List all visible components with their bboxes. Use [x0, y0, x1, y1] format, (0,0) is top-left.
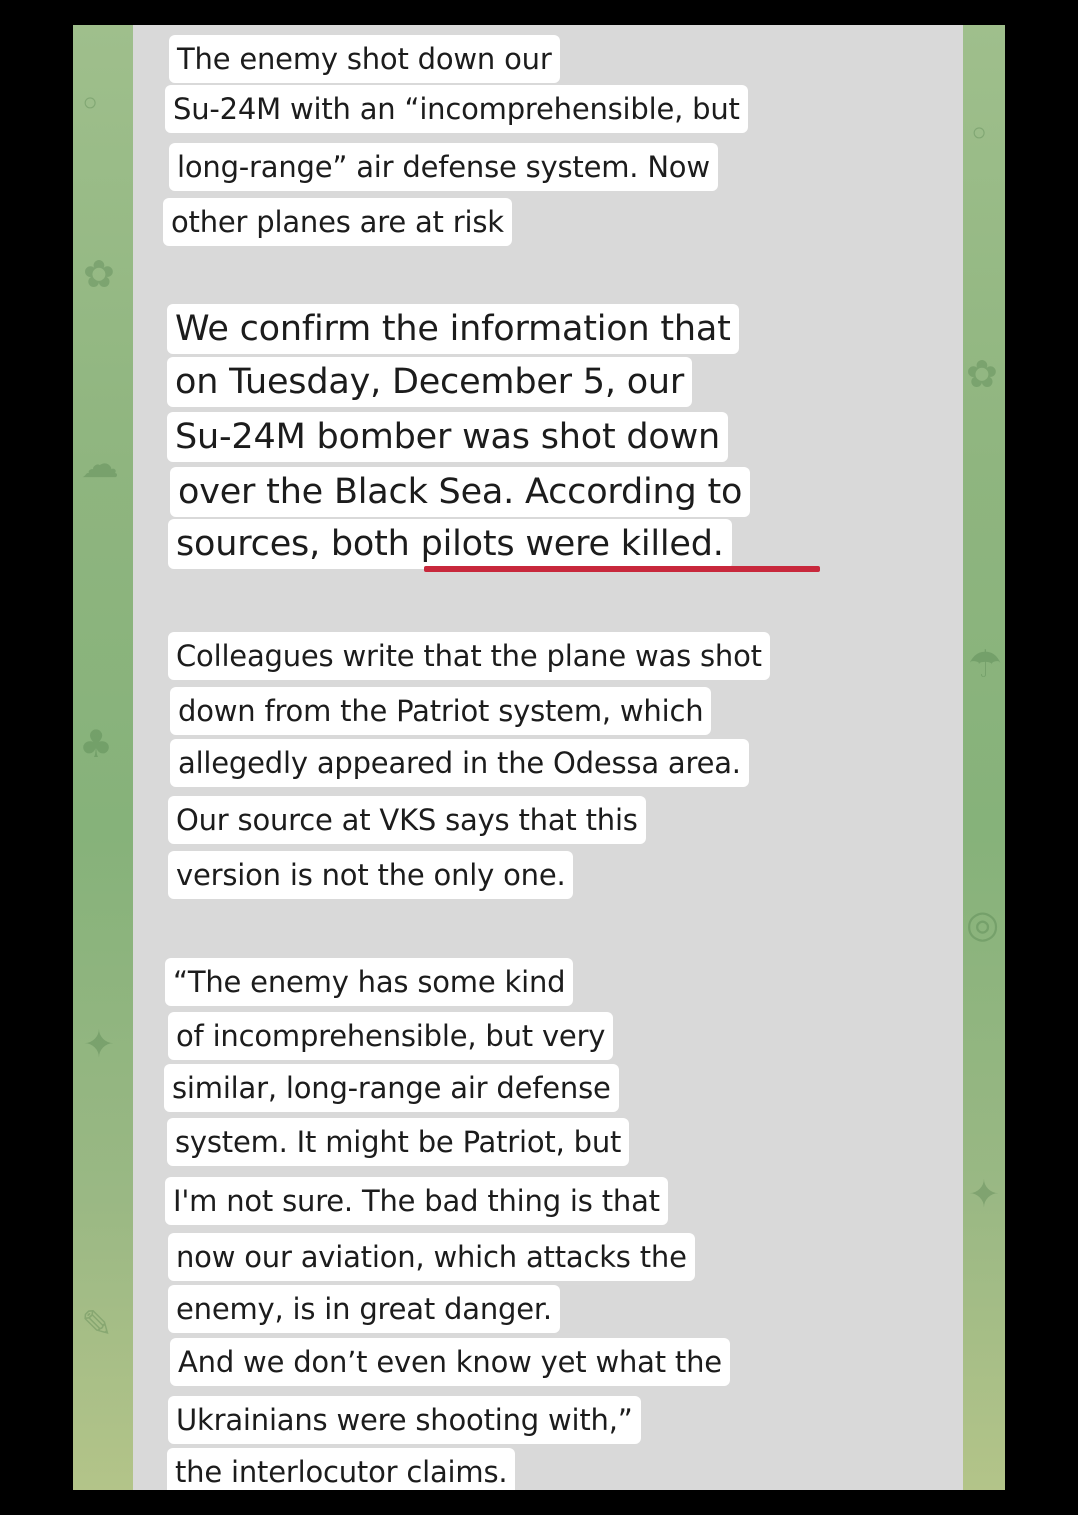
- text-line: allegedly appeared in the Odessa area.: [170, 739, 749, 787]
- wallpaper-doodle-icon: ✦: [83, 1022, 115, 1066]
- text-line: Su-24M with an “incomprehensible, but: [165, 85, 748, 133]
- text-line: system. It might be Patriot, but: [167, 1118, 629, 1166]
- wallpaper-doodle-icon: ◦: [968, 112, 991, 156]
- wallpaper-doodle-icon: ☂: [968, 642, 1003, 686]
- text-line: The enemy shot down our: [169, 35, 560, 83]
- text-line: I'm not sure. The bad thing is that: [165, 1177, 668, 1225]
- wallpaper-doodle-icon: ☁: [81, 442, 119, 486]
- text-line: on Tuesday, December 5, our: [167, 357, 692, 407]
- text-line: similar, long-range air defense: [164, 1064, 619, 1112]
- red-underline: [424, 566, 820, 572]
- text-line: down from the Patriot system, which: [170, 687, 711, 735]
- text-line: now our aviation, which attacks the: [168, 1233, 695, 1281]
- wallpaper-doodle-icon: ✦: [968, 1172, 1000, 1216]
- text-line: And we don’t even know yet what the: [170, 1338, 730, 1386]
- wallpaper-doodle-icon: ✿: [83, 252, 115, 296]
- text-line: Colleagues write that the plane was shot: [168, 632, 770, 680]
- text-line: enemy, is in great danger.: [168, 1285, 560, 1333]
- wallpaper-doodle-icon: ♣: [79, 722, 114, 766]
- text-line: Ukrainians were shooting with,”: [168, 1396, 641, 1444]
- wallpaper-doodle-icon: ✿: [966, 352, 998, 396]
- text-line: We confirm the information that: [167, 304, 739, 354]
- text-line: sources, both pilots were killed.: [168, 519, 732, 569]
- text-line: Our source at VKS says that this: [168, 796, 646, 844]
- text-line: other planes are at risk: [163, 198, 512, 246]
- text-line: of incomprehensible, but very: [168, 1012, 613, 1060]
- text-line: version is not the only one.: [168, 851, 573, 899]
- text-line: the interlocutor claims.: [167, 1448, 515, 1490]
- text-line: “The enemy has some kind: [165, 958, 573, 1006]
- chat-wallpaper: [73, 25, 1005, 1490]
- wallpaper-doodle-icon: ✎: [81, 1302, 113, 1346]
- wallpaper-doodle-icon: ◦: [79, 82, 102, 126]
- wallpaper-doodle-icon: ◎: [966, 902, 1000, 946]
- text-line: long-range” air defense system. Now: [169, 143, 718, 191]
- text-line: over the Black Sea. According to: [170, 467, 750, 517]
- text-line: Su-24M bomber was shot down: [167, 412, 728, 462]
